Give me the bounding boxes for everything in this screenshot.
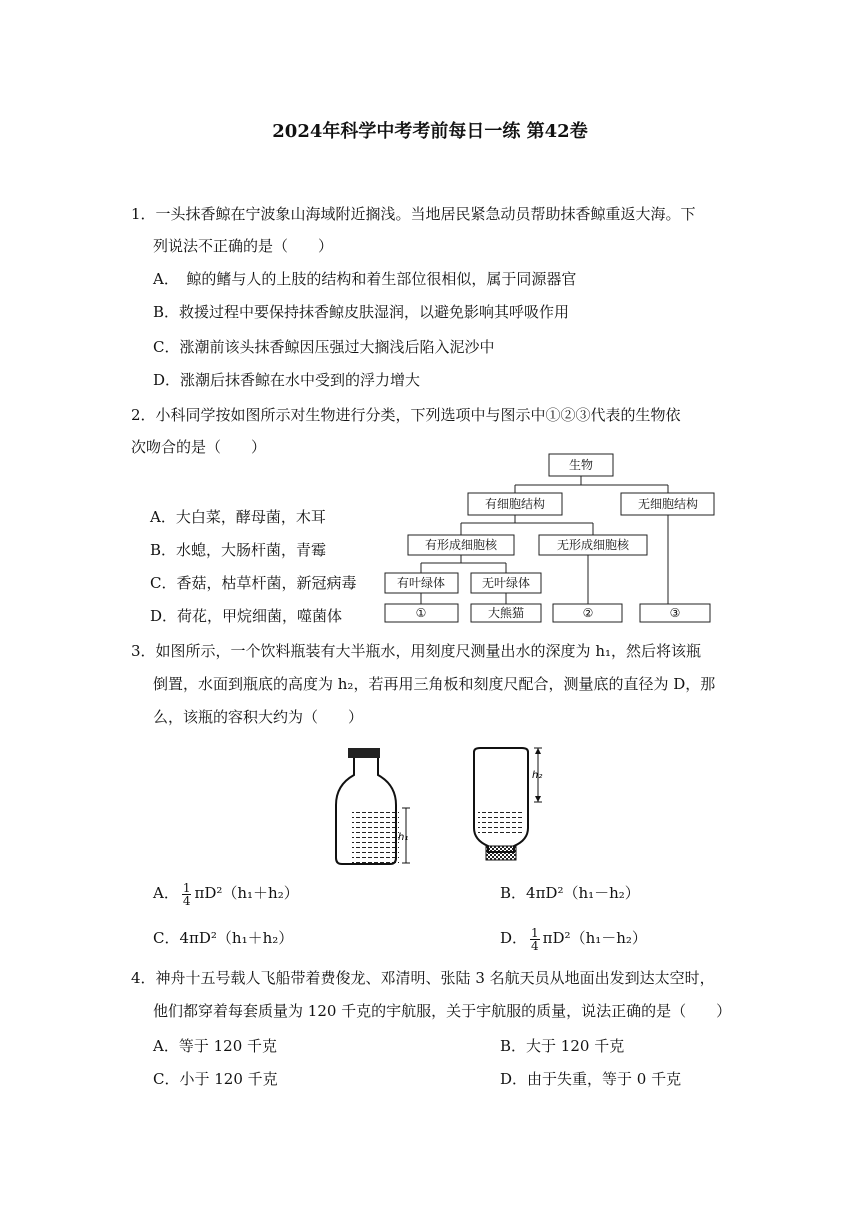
q4-stem-line1: 4．神舟十五号载人飞船带着费俊龙、邓清明、张陆 3 名航天员从地面出发到达太空时，: [131, 969, 715, 987]
q2-option-b: B．水螅，大肠杆菌，青霉: [150, 541, 327, 559]
tree-leaf-2-label: ②: [582, 606, 594, 620]
tree-root-label: 生物: [568, 458, 594, 472]
q1-stem-line2: 列说法不正确的是（ ）: [153, 237, 334, 255]
h2-label: h₂: [532, 770, 543, 781]
tree-no-nucleus-label: 无形成细胞核: [556, 538, 630, 552]
tree-nucleus-label: 有形成细胞核: [424, 538, 498, 552]
q1-option-a: A． 鲸的鳍与人的上肢的结构和着生部位很相似，属于同源器官: [153, 270, 577, 288]
q3-option-a-suffix: πD²（h₁＋h₂）: [194, 884, 299, 902]
tree-acellular-label: 无细胞结构: [637, 497, 699, 511]
q2-option-d: D．荷花，甲烷细菌，噬菌体: [150, 607, 343, 625]
q3-option-a: [153, 880, 299, 907]
q4-stem-line2: 他们都穿着每套质量为 120 千克的宇航服，关于宇航服的质量，说法正确的是（ ）: [153, 1002, 732, 1020]
q3-option-d-fraction: [530, 927, 540, 952]
upright-bottle: [336, 748, 410, 864]
q3-option-a-fraction: [182, 882, 192, 907]
q3-option-a-prefix: A．: [153, 884, 179, 902]
fraction-numerator: 1: [531, 925, 539, 940]
fraction-denominator: 4: [182, 893, 191, 908]
q3-option-b: B．4πD²（h₁－h₂）: [500, 884, 640, 902]
tree-leaf-3-label: ③: [669, 606, 681, 620]
q1-option-d: D．涨潮后抹香鲸在水中受到的浮力增大: [153, 371, 421, 389]
q4-option-c: C．小于 120 千克: [153, 1070, 278, 1088]
h1-label: h₁: [398, 832, 409, 843]
inverted-bottle-water: [478, 808, 524, 836]
page-title: 2024年科学中考考前每日一练 第42卷: [272, 121, 588, 142]
fraction-denominator: 4: [531, 938, 539, 953]
q3-stem-line3: 么，该瓶的容积大约为（ ）: [153, 708, 364, 726]
q1-option-c: C．涨潮前该头抹香鲸因压强过大搁浅后陷入泥沙中: [153, 338, 495, 356]
upright-bottle-cap: [348, 748, 380, 758]
q2-stem-line2: 次吻合的是（ ）: [131, 438, 267, 456]
tree-cellular-label: 有细胞结构: [484, 497, 546, 511]
inverted-bottle: [474, 748, 542, 860]
q3-option-d: [500, 925, 647, 952]
q1-stem-line1: 1．一头抹香鲸在宁波象山海域附近搁浅。当地居民紧急动员帮助抹香鲸重返大海。下: [131, 205, 696, 223]
q2-stem-line1: 2．小科同学按如图所示对生物进行分类，下列选项中与图示中①②③代表的生物依: [131, 406, 681, 424]
tree-chloro-label: 有叶绿体: [396, 576, 446, 590]
q2-option-a: A．大白菜，酵母菌，木耳: [150, 508, 326, 526]
q2-option-c: C．香菇，枯草杆菌，新冠病毒: [150, 574, 357, 592]
q3-option-c: C．4πD²（h₁＋h₂）: [153, 929, 294, 947]
tree-no-chloro-label: 无叶绿体: [481, 576, 531, 590]
q1-option-b: B．救援过程中要保持抹香鲸皮肤湿润，以避免影响其呼吸作用: [153, 303, 570, 321]
q4-option-d: D．由于失重，等于 0 千克: [500, 1070, 682, 1088]
tree-leaf-panda-label: 大熊猫: [487, 606, 525, 620]
q3-option-d-suffix: πD²（h₁－h₂）: [542, 929, 647, 947]
q3-stem-line1: 3．如图所示，一个饮料瓶装有大半瓶水，用刻度尺测量出水的深度为 h₁，然后将该瓶: [131, 642, 701, 660]
fraction-numerator: 1: [182, 880, 191, 895]
q3-option-d-prefix: D．: [500, 929, 528, 947]
upright-bottle-water: [352, 808, 399, 863]
q4-option-b: B．大于 120 千克: [500, 1037, 625, 1055]
bottle-diagram: [320, 740, 560, 870]
tree-leaf-1-label: ①: [415, 606, 427, 620]
q3-stem-line2: 倒置，水面到瓶底的高度为 h₂，若再用三角板和刻度尺配合，测量底的直径为 D，那: [153, 675, 716, 693]
q4-option-a: A．等于 120 千克: [153, 1037, 277, 1055]
